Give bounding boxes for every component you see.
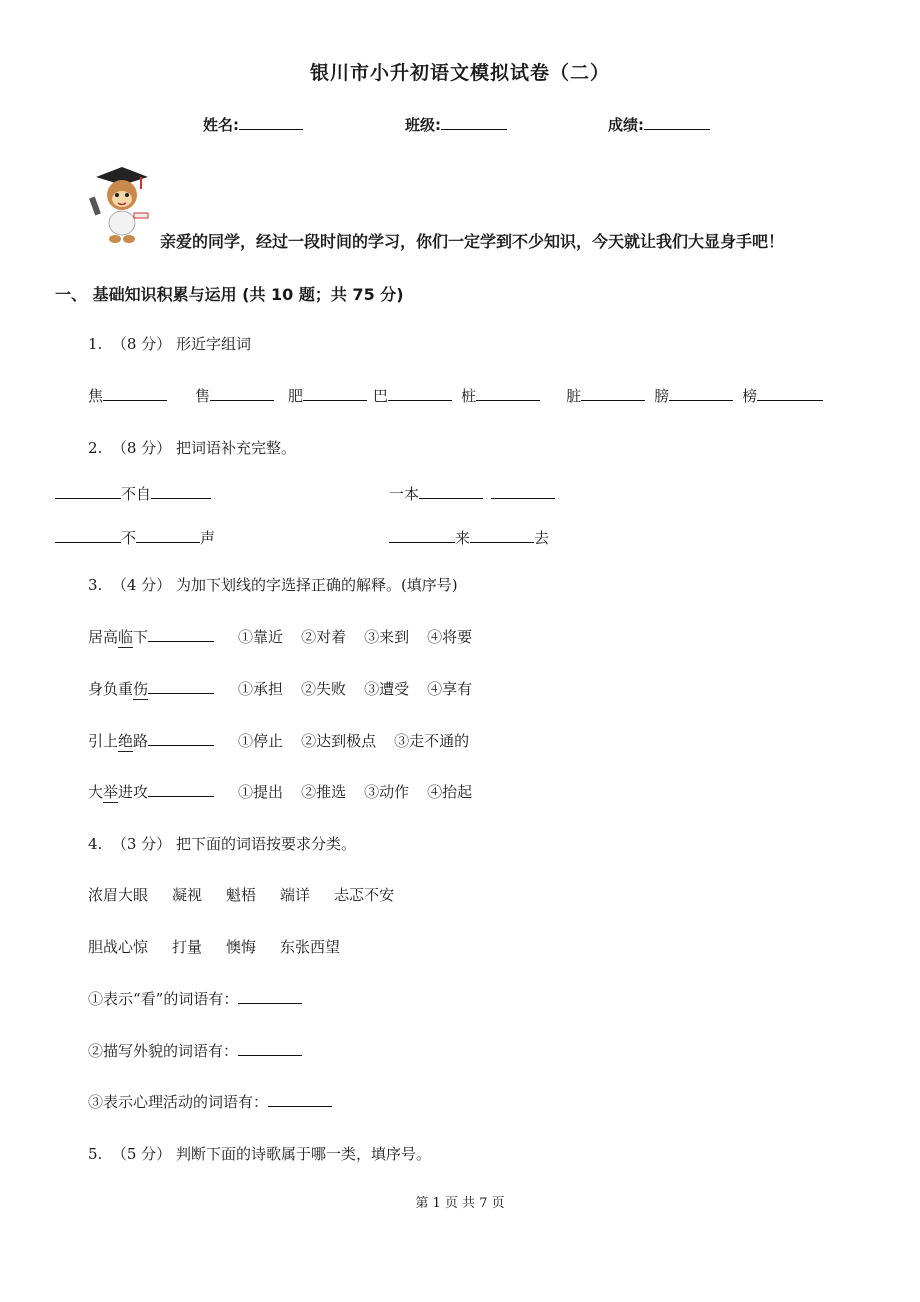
- question-5: [88, 1143, 431, 1164]
- q1-char: 桩: [461, 387, 477, 405]
- q3-blank[interactable]: [148, 782, 214, 797]
- q2-word: 不自: [121, 485, 152, 503]
- q4-word: 浓眉大眼: [88, 886, 149, 904]
- q4-word-row-2: [88, 936, 340, 957]
- q1-char: 膀: [654, 387, 670, 405]
- q4-text: 把下面的词语按要求分类。: [175, 835, 356, 853]
- q2-blank[interactable]: [470, 528, 534, 543]
- q2-word: 去: [534, 529, 550, 547]
- q3-option: ②失败: [301, 680, 347, 698]
- q3-word-pre: 大: [88, 783, 104, 801]
- q4-blank[interactable]: [238, 1041, 302, 1056]
- q3-row: [88, 781, 472, 803]
- q4-word: 胆战心惊: [88, 938, 149, 956]
- q1-blank[interactable]: [476, 386, 540, 401]
- q3-score: （4 分）: [111, 576, 172, 594]
- q5-text: 判断下面的诗歌属于哪一类，填序号。: [175, 1145, 431, 1163]
- q4-word: 魁梧: [226, 886, 257, 904]
- q1-number: 1.: [88, 335, 103, 353]
- name-blank[interactable]: [239, 115, 303, 130]
- q3-option: ③动作: [364, 783, 410, 801]
- q3-option: ③走不通的: [394, 732, 470, 750]
- q1-char: 榜: [742, 387, 758, 405]
- q3-underlined-char: 绝: [118, 732, 134, 750]
- section-heading: 一、 基础知识积累与运用 (共 10 题；共 75 分): [55, 285, 404, 304]
- q3-row: [88, 678, 472, 700]
- q4-word-row-1: [88, 884, 394, 905]
- q2-blank[interactable]: [55, 528, 121, 543]
- class-field[interactable]: [405, 114, 507, 135]
- q3-option: ④抬起: [427, 783, 473, 801]
- q3-word-pre: 引上: [88, 732, 119, 750]
- q4-word: 凝视: [172, 886, 203, 904]
- class-blank[interactable]: [441, 115, 507, 130]
- q4-blank[interactable]: [238, 989, 302, 1004]
- q1-char: 巴: [373, 387, 389, 405]
- q3-option: ③遭受: [364, 680, 410, 698]
- q4-word: 懊悔: [226, 938, 257, 956]
- q1-char: 售: [195, 387, 211, 405]
- q4-word: 打量: [172, 938, 203, 956]
- q2-item-3: [55, 527, 215, 548]
- q1-char-row: [88, 385, 823, 406]
- q3-word-pre: 身负重: [88, 680, 134, 698]
- q3-option: ④将要: [427, 628, 473, 646]
- q3-option: ②对着: [301, 628, 347, 646]
- q3-option: ②推选: [301, 783, 347, 801]
- q1-blank[interactable]: [388, 386, 452, 401]
- q3-number: 3.: [88, 576, 103, 594]
- q4-sub-label: ②描写外貌的词语有：: [88, 1042, 239, 1060]
- question-1: [88, 333, 251, 354]
- q1-blank[interactable]: [757, 386, 823, 401]
- q1-score: （8 分）: [111, 335, 172, 353]
- page-footer: 第 1 页 共 7 页: [415, 1196, 505, 1211]
- q2-blank[interactable]: [151, 484, 211, 499]
- q4-word: 东张西望: [280, 938, 341, 956]
- question-3: [88, 574, 458, 595]
- q2-number: 2.: [88, 439, 103, 457]
- q2-blank[interactable]: [389, 528, 455, 543]
- q2-item-4: [389, 527, 549, 548]
- q3-option: ②达到极点: [301, 732, 377, 750]
- q2-blank[interactable]: [419, 484, 483, 499]
- q1-blank[interactable]: [303, 386, 367, 401]
- q3-blank[interactable]: [148, 679, 214, 694]
- q5-score: （5 分）: [111, 1145, 172, 1163]
- q4-word: 忐忑不安: [334, 886, 395, 904]
- name-field[interactable]: [203, 114, 303, 135]
- q1-blank[interactable]: [581, 386, 645, 401]
- q3-underlined-char: 伤: [133, 680, 149, 698]
- q4-word: 端详: [280, 886, 311, 904]
- q3-option: ①提出: [238, 783, 284, 801]
- q3-option: ①靠近: [238, 628, 284, 646]
- q1-blank[interactable]: [669, 386, 733, 401]
- q1-char: 肥: [288, 387, 304, 405]
- q3-underlined-char: 临: [118, 628, 134, 646]
- q3-option: ④享有: [427, 680, 473, 698]
- q3-row: [88, 626, 472, 648]
- q4-sub-label: ①表示“看”的词语有：: [88, 990, 239, 1008]
- class-label: 班级:: [405, 116, 441, 134]
- q2-blank[interactable]: [55, 484, 121, 499]
- q3-option: ①停止: [238, 732, 284, 750]
- q1-text: 形近字组词: [175, 335, 251, 353]
- question-4: [88, 833, 356, 854]
- q3-option: ①承担: [238, 680, 284, 698]
- q2-word: 一本: [389, 485, 420, 503]
- page-title: 银川市小升初语文模拟试卷（二）: [309, 62, 610, 84]
- q2-score: （8 分）: [111, 439, 172, 457]
- q2-blank[interactable]: [136, 528, 200, 543]
- q3-word-post: 进攻: [118, 783, 149, 801]
- score-blank[interactable]: [644, 115, 710, 130]
- student-mascot-icon: [88, 163, 154, 245]
- q3-underlined-char: 举: [103, 783, 119, 801]
- score-label: 成绩:: [608, 116, 644, 134]
- q2-item-2: [389, 483, 555, 504]
- q4-score: （3 分）: [111, 835, 172, 853]
- q1-char: 焦: [88, 387, 104, 405]
- q4-sub-1: [88, 988, 302, 1009]
- q3-option: ③来到: [364, 628, 410, 646]
- q2-word: 不: [121, 529, 137, 547]
- score-field[interactable]: [608, 114, 710, 135]
- q3-blank[interactable]: [148, 627, 214, 642]
- q4-sub-2: [88, 1040, 302, 1061]
- q4-sub-label: ③表示心理活动的词语有：: [88, 1093, 269, 1111]
- q2-word: 声: [200, 529, 216, 547]
- q2-blank[interactable]: [491, 484, 555, 499]
- q3-word-post: 路: [133, 732, 149, 750]
- q2-item-1: [55, 483, 211, 504]
- q2-word: 来: [455, 529, 471, 547]
- name-label: 姓名:: [203, 116, 239, 134]
- q4-sub-3: [88, 1091, 332, 1112]
- q3-row: [88, 730, 469, 752]
- q4-blank[interactable]: [268, 1092, 332, 1107]
- q3-word-post: 下: [133, 628, 149, 646]
- q5-number: 5.: [88, 1145, 103, 1163]
- q2-text: 把词语补充完整。: [175, 439, 296, 457]
- q1-blank[interactable]: [210, 386, 274, 401]
- q4-number: 4.: [88, 835, 103, 853]
- q3-text: 为加下划线的字选择正确的解释。(填序号): [175, 576, 458, 594]
- q3-blank[interactable]: [148, 731, 214, 746]
- q1-char: 脏: [566, 387, 582, 405]
- q3-word-pre: 居高: [88, 628, 119, 646]
- greeting-text: 亲爱的同学，经过一段时间的学习，你们一定学到不少知识，今天就让我们大显身手吧！: [160, 232, 785, 251]
- question-2: [88, 437, 296, 458]
- q1-blank[interactable]: [103, 386, 167, 401]
